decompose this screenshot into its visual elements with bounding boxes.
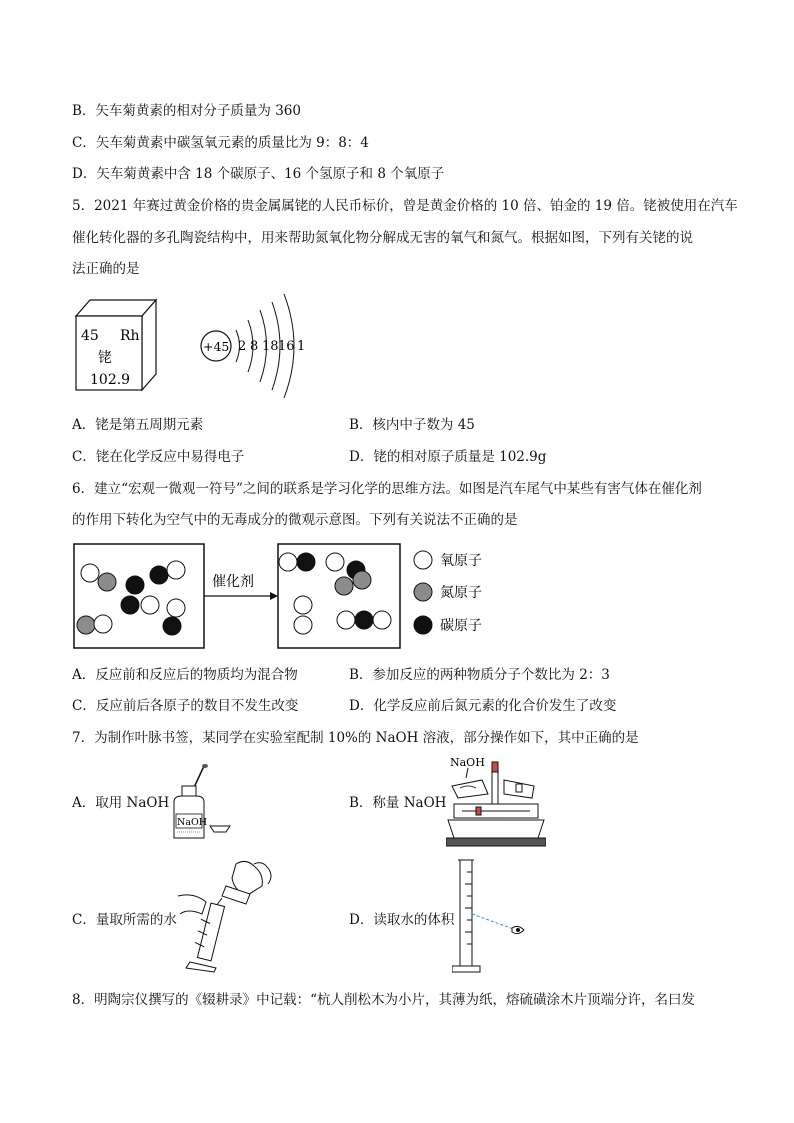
element-symbol: Rh (120, 328, 140, 344)
pouring-water-into-cylinder-icon (176, 856, 286, 974)
legend-oxygen-atom (414, 551, 432, 569)
q7-option-c: C．量取所需的水 (72, 912, 177, 928)
balance-scale-icon (446, 752, 546, 850)
legend-carbon-atom (414, 616, 432, 634)
balance-label: NaOH (450, 756, 485, 769)
q6-option-d: D．化学反应前后氮元素的化合价发生了改变 (349, 698, 617, 714)
q4-option-c: C．矢车菊黄素中碳氢氧元素的质量比为 9：8：4 (72, 135, 369, 151)
legend-carbon-label: 碳原子 (440, 618, 482, 634)
q5-option-b: B．核内中子数为 45 (349, 417, 475, 433)
shell-2-electrons: 8 (250, 339, 259, 354)
element-card-rh (72, 296, 162, 392)
q6-stem-line-2: 的作用下转化为空气中的无毒成分的微观示意图。下列有关说法不正确的是 (72, 512, 518, 528)
q7-option-d: D．读取水的体积 (349, 912, 455, 928)
element-mass: 102.9 (90, 372, 131, 388)
shell-5-electrons: 1 (297, 339, 306, 354)
shell-3-electrons: 18 (262, 339, 279, 354)
element-name: 铑 (98, 350, 112, 366)
element-number: 45 (81, 328, 99, 344)
q5-stem-line-2: 催化转化器的多孔陶瓷结构中，用来帮助氮氧化物分解成无害的氧气和氮气。根据如图，下列有关铑的说 (72, 230, 693, 246)
bottle-label: NaOH (177, 817, 208, 828)
q6-microscopic-reaction-diagram (72, 540, 512, 652)
shell-4-electrons: 16 (278, 339, 295, 354)
q5-option-a: A．铑是第五周期元素 (72, 417, 204, 433)
q7-option-a: A．取用 NaOH (72, 795, 170, 811)
q6-option-a: A．反应前和反应后的物质均为混合物 (72, 667, 298, 683)
before-reaction-box (74, 544, 204, 648)
q4-option-d: D．矢车菊黄素中含 18 个碳原子、16 个氢原子和 8 个氧原子 (72, 166, 445, 182)
legend-oxygen-label: 氧原子 (440, 553, 482, 569)
q6-option-c: C．反应前后各原子的数目不发生改变 (72, 698, 299, 714)
q6-option-b: B．参加反应的两种物质分子个数比为 2：3 (349, 667, 610, 683)
reagent-bottle-with-spatula-icon (168, 762, 238, 840)
q6-stem-line-1: 6．建立“宏观一微观一符号”之间的联系是学习化学的思维方法。如图是汽车尾气中某些有害气体在催化剂 (72, 481, 702, 497)
q8-stem: 8．明陶宗仪撰写的《辍耕录》中记载：“杭人削松木为小片，其薄为纸，熔硫磺涂木片顶端分许，名曰发 (72, 992, 695, 1008)
legend-nitrogen-atom (414, 583, 432, 601)
q5-stem-line-3: 法正确的是 (72, 261, 140, 277)
q5-option-d: D．铑的相对原子质量是 102.9g (349, 449, 547, 465)
q7-stem: 7．为制作叶脉书签，某同学在实验室配制 10%的 NaOH 溶液，部分操作如下，其中正确的是 (72, 730, 639, 746)
rh-atom-structure-diagram (196, 290, 316, 402)
graduated-cylinder-reading-icon (452, 856, 542, 976)
q5-option-c: C．铑在化学反应中易得电子 (72, 449, 245, 465)
q7-option-b: B．称量 NaOH (349, 795, 447, 811)
nucleus-charge: +45 (203, 339, 230, 354)
shell-1-electrons: 2 (238, 339, 247, 354)
q4-option-b: B．矢车菊黄素的相对分子质量为 360 (72, 103, 301, 119)
q5-stem-line-1: 5．2021 年赛过黄金价格的贵金属属铑的人民币标价，曾是黄金价格的 10 倍、铂金的 19 倍。铑被使用在汽车 (72, 198, 738, 214)
catalyst-label: 催化剂 (212, 574, 254, 590)
legend-nitrogen-label: 氮原子 (440, 585, 482, 601)
